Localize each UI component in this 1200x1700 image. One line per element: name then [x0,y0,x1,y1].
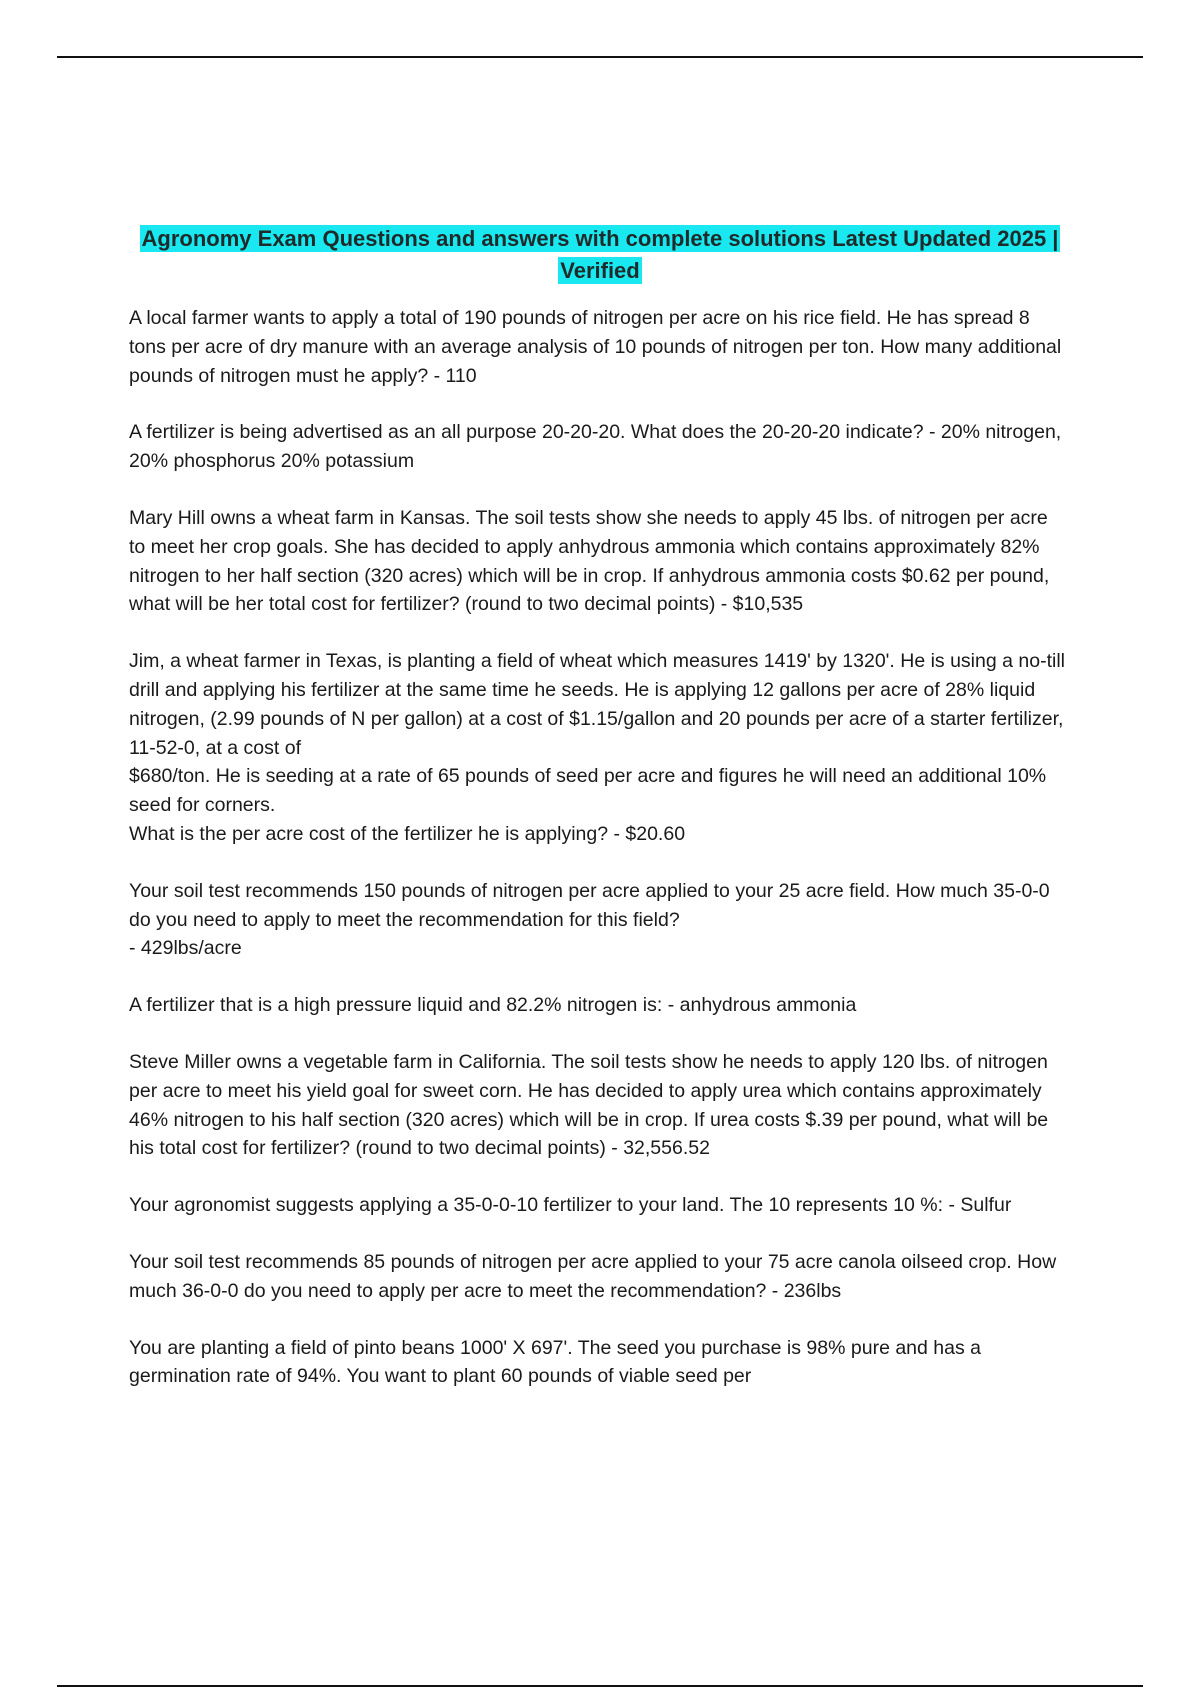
document-title [100,223,1100,287]
qa-text: What is the per acre cost of the fertilizer he is applying? - $20.60 [129,822,686,845]
qa-text: $680/ton. He is seeding at a rate of 65 pounds of seed per acre and figures he will need an additional 10% seed for corners. [129,765,1047,817]
top-rule [57,56,1143,58]
qa-text: A local farmer wants to apply a total of 190 pounds of nitrogen per acre on his rice field. He has spread 8 tons per acre of dry manure with an average analysis of 10 pounds of nitrogen per ton. How many additional pounds of nitrogen must he apply? - 110 [129,307,1062,387]
qa-item-7 [129,1048,1069,1163]
qa-item-4 [129,647,1069,849]
qa-text: Your soil test recommends 85 pounds of nitrogen per acre applied to your 75 acre canola oilseed crop. How much 36-0-0 do you need to apply per acre to meet the recommendation? - 236lbs [129,1250,1057,1302]
qa-text: Jim, a wheat farmer in Texas, is planting a field of wheat which measures 1419' by 1320'. He is using a no-till drill and applying his fertilizer at the same time he seeds. He is applying 12 gallons per acre of 28% liquid nitrogen, (2.99 pounds of N per gallon) at a cost of $1.15/gallon and 20 pounds per acre of a starter fertilizer, 11-52-0, at a cost of [129,650,1065,759]
title-highlight: Agronomy Exam Questions and answers with complete solutions Latest Updated 2025 | Verified [141,225,1059,283]
qa-text: - 429lbs/acre [129,937,242,960]
qa-item-5 [129,877,1069,963]
bottom-rule [57,1685,1143,1687]
qa-item-8 [129,1191,1069,1220]
qa-item-6 [129,991,1069,1020]
qa-list [129,304,1069,1419]
qa-text: Steve Miller owns a vegetable farm in California. The soil tests show he needs to apply 120 lbs. of nitrogen per acre to meet his yield goal for sweet corn. He has decided to apply urea which contains approximately 46% nitrogen to his half section (320 acres) which will be in crop. If urea costs $.39 per pound, what will be his total cost for fertilizer? (round to two decimal points) - 32,556.52 [129,1050,1049,1160]
qa-item-3 [129,504,1069,619]
qa-text: Your agronomist suggests applying a 35-0-0-10 fertilizer to your land. The 10 represents 10 %: - Sulfur [129,1194,1012,1217]
qa-item-10 [129,1334,1069,1392]
qa-text: A fertilizer that is a high pressure liquid and 82.2% nitrogen is: - anhydrous ammonia [129,994,857,1017]
qa-text: You are planting a field of pinto beans 1000' X 697'. The seed you purchase is 98% pure and has a germination rate of 94%. You want to plant 60 pounds of viable seed per [129,1336,981,1388]
qa-item-2 [129,418,1069,476]
qa-item-9 [129,1248,1069,1306]
qa-text: A fertilizer is being advertised as an all purpose 20-20-20. What does the 20-20-20 indicate? - 20% nitrogen, 20% phosphorus 20% potassium [129,421,1062,473]
qa-text: Mary Hill owns a wheat farm in Kansas. The soil tests show she needs to apply 45 lbs. of nitrogen per acre to meet her crop goals. She has decided to apply anhydrous ammonia which contains approximately 82% nitrogen to her half section (320 acres) which will be in crop. If anhydrous ammonia costs $0.62 per pound, what will be her total cost for fertilizer? (round to two decimal points) - $10,535 [129,506,1050,616]
qa-item-1 [129,304,1069,390]
qa-text: Your soil test recommends 150 pounds of nitrogen per acre applied to your 25 acre field. How much 35-0-0 do you need to apply to meet the recommendation for this field? [129,879,1050,931]
